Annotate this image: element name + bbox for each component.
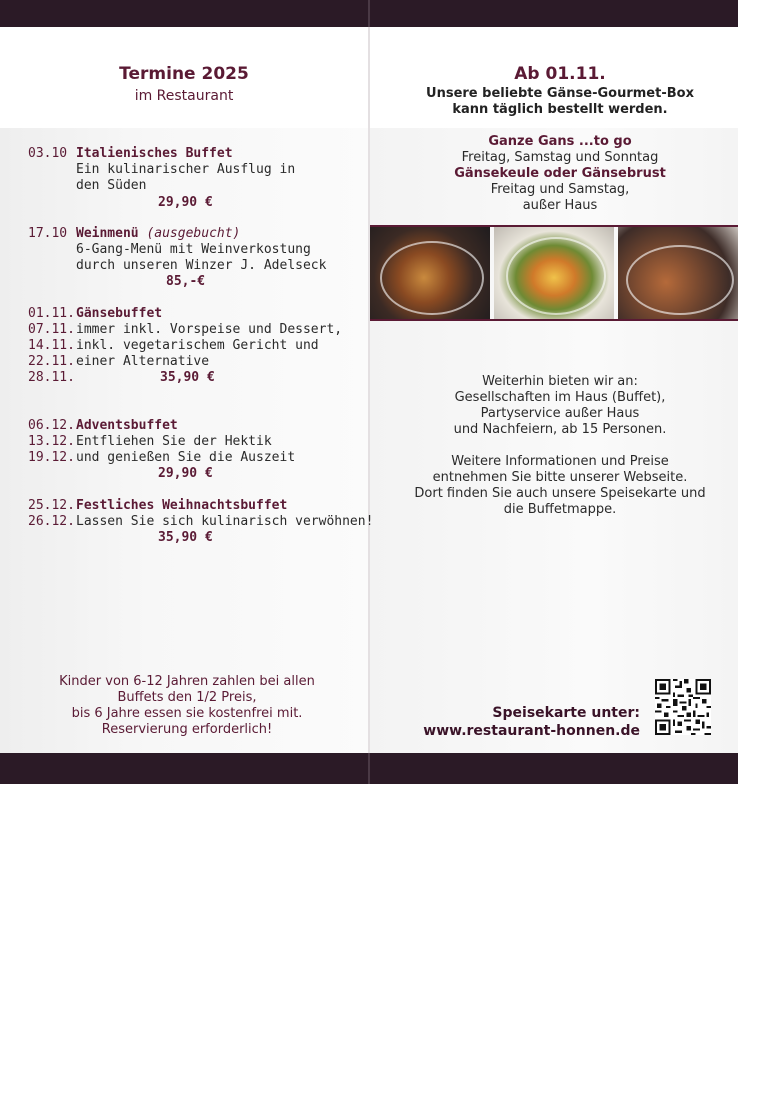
event-desc-line: Ein kulinarischer Ausflug in (76, 162, 296, 177)
event-desc-line: immer inkl. Vorspeise und Dessert, (76, 322, 343, 337)
event-advent-buffet (28, 418, 295, 482)
services-line: Weiterhin bieten wir an: (482, 374, 638, 389)
event-name: Gänsebuffet (76, 306, 163, 321)
event-date: 14.11. (28, 338, 75, 353)
event-wine-menu (28, 226, 326, 290)
event-price: 29,90 € (158, 195, 213, 210)
event-price: 85,-€ (166, 274, 206, 289)
event-date: 25.12. (28, 498, 75, 513)
event-date: 06.12. (28, 418, 75, 433)
website-url[interactable]: www.restaurant-honnen.de (423, 723, 640, 739)
info-line: Weitere Informationen und Preise (451, 454, 669, 469)
event-italian-buffet (28, 146, 295, 211)
event-desc-line: durch unseren Winzer J. Adelseck (76, 258, 327, 273)
offer-whole-goose: Ganze Gans ...to go (488, 134, 632, 149)
event-date: 22.11. (28, 354, 75, 369)
page-title: Termine 2025 (119, 64, 249, 84)
event-date: 07.11. (28, 322, 75, 337)
note-line: Kinder von 6-12 Jahren zahlen bei allen (59, 674, 315, 689)
event-desc-line: Lassen Sie sich kulinarisch verwöhnen! (76, 514, 374, 529)
page-subtitle: im Restaurant (134, 88, 234, 104)
promo-sub-line: kann täglich bestellt werden. (452, 102, 668, 117)
event-desc-line: 6-Gang-Menü mit Weinverkostung (76, 242, 311, 257)
qr-code-icon[interactable] (655, 679, 711, 735)
menu-link-block (390, 704, 640, 740)
further-services (370, 374, 750, 438)
event-desc-line: und genießen Sie die Auszeit (76, 450, 296, 465)
event-christmas-buffet (28, 498, 373, 546)
fold-mark-top (368, 0, 370, 27)
offer-days: Freitag und Samstag, (490, 182, 630, 197)
event-date: 13.12. (28, 434, 75, 449)
event-date: 01.11. (28, 306, 75, 321)
note-line: bis 6 Jahre essen sie kostenfrei mit. (71, 706, 303, 721)
to-go-offer (370, 134, 750, 214)
offer-days: Freitag, Samstag und Sonntag (461, 150, 659, 165)
promo-headline: Ab 01.11. (514, 64, 606, 84)
event-price: 35,90 € (160, 370, 215, 385)
event-desc-line: Entfliehen Sie der Hektik (76, 434, 272, 449)
event-desc-line: einer Alternative (76, 354, 210, 369)
note-line: Buffets den 1/2 Preis, (117, 690, 257, 705)
photo-vegetable-plate (494, 227, 614, 319)
event-goose-buffet (28, 306, 342, 386)
event-date: 26.12. (28, 514, 75, 529)
note-line: Reservierung erforderlich! (101, 722, 273, 737)
event-name: Italienisches Buffet (76, 146, 233, 161)
event-date: 28.11. (28, 370, 75, 385)
event-date: 19.12. (28, 450, 75, 465)
event-name: Weinmenü (76, 226, 139, 241)
menu-label: Speisekarte unter: (492, 705, 640, 721)
photo-strip-bottom-rule (370, 319, 738, 321)
services-line: Partyservice außer Haus (480, 406, 640, 421)
event-date: 17.10 (28, 226, 68, 241)
info-line: die Buffetmappe. (503, 502, 617, 517)
event-name: Festliches Weihnachtsbuffet (76, 498, 288, 513)
offer-takeaway: außer Haus (522, 198, 598, 213)
promo-sub-line: Unsere beliebte Gänse-Gourmet-Box (426, 86, 694, 101)
info-line: entnehmen Sie bitte unserer Webseite. (432, 470, 688, 485)
website-info (370, 454, 750, 518)
info-line: Dort finden Sie auch unsere Speisekarte und (414, 486, 706, 501)
photo-goose-plate (370, 227, 490, 319)
food-photo-strip (370, 227, 738, 319)
photo-roast-plate (618, 227, 738, 319)
event-desc-line: den Süden (76, 178, 147, 193)
event-note: (ausgebucht) (146, 226, 241, 241)
services-line: und Nachfeiern, ab 15 Personen. (453, 422, 667, 437)
children-pricing-note (0, 674, 374, 738)
event-price: 29,90 € (158, 466, 213, 481)
offer-leg-breast: Gänsekeule oder Gänsebrust (454, 166, 666, 181)
event-desc-line: inkl. vegetarischem Gericht und (76, 338, 319, 353)
fold-mark-bottom (368, 753, 370, 784)
event-name: Adventsbuffet (76, 418, 178, 433)
promo-subheadline (370, 86, 750, 118)
event-date: 03.10 (28, 146, 68, 161)
services-line: Gesellschaften im Haus (Buffet), (454, 390, 666, 405)
event-price: 35,90 € (158, 530, 213, 545)
right-panel-bg (370, 128, 738, 753)
